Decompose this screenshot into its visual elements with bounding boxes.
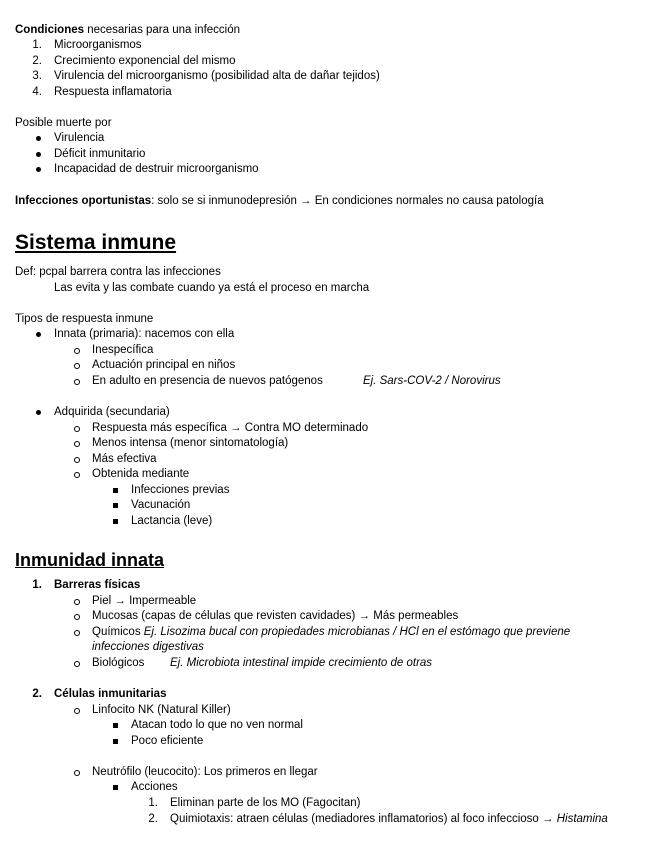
square-bullet-icon [113,503,118,508]
list-number: 1. [32,579,42,591]
circle-bullet-icon [74,661,80,667]
list-item: Vacunación [131,499,191,511]
list-item: Virulencia [54,132,105,144]
cells-title: Células inmunitarias [54,688,167,700]
list-item: Biológicos [92,657,145,669]
circle-bullet-icon [74,426,80,432]
list-item: Virulencia del microorganismo (posibilidad alta de dañar tejidos) [54,70,380,82]
barriers-title: Barreras físicas [54,579,141,591]
circle-bullet-icon [74,630,80,636]
circle-bullet-icon [74,457,80,463]
heading-innate-immunity: Inmunidad innata [15,550,165,570]
list-number: 1. [148,797,158,809]
square-bullet-icon [113,723,118,728]
circle-bullet-icon [74,708,80,714]
list-item: Lactancia (leve) [131,515,213,527]
bullet-icon [36,332,41,337]
square-bullet-icon [113,785,118,790]
square-bullet-icon [113,519,118,524]
circle-bullet-icon [74,441,80,447]
heading-immune-system: Sistema inmune [15,231,177,254]
opportunistic-line: Infecciones oportunistas: solo se si inmunodepresión → En condiciones normales no causa patología [15,195,544,207]
list-item: Poco eficiente [131,735,204,747]
list-item: Piel → Impermeable [92,595,197,607]
definition: Def: pcpal barrera contra las infecciones [15,266,221,278]
list-item: Mucosas (capas de células que revisten cavidades) → Más permeables [92,610,459,622]
list-item: Atacan todo lo que no ven normal [131,719,303,731]
list-item: Infecciones previas [131,484,230,496]
list-number: 4. [32,86,42,98]
bullet-icon [36,167,41,172]
circle-bullet-icon [74,599,80,605]
types-title: Tipos de respuesta inmune [15,313,154,325]
conditions-title: Condiciones necesarias para una infección [15,24,241,36]
list-item: Actuación principal en niños [92,359,236,371]
circle-bullet-icon [74,348,80,354]
list-number: 2. [32,688,42,700]
list-number: 2. [148,813,158,825]
list-item: Químicos Ej. Lisozima bucal con propiedades microbianas / HCl en el estómago que previene [92,626,571,638]
list-item: Incapacidad de destruir microorganismo [54,163,259,175]
square-bullet-icon [113,488,118,493]
bullet-icon [36,136,41,141]
list-item: Crecimiento exponencial del mismo [54,55,236,67]
circle-bullet-icon [74,379,80,385]
list-item: Acciones [131,781,178,793]
list-number: 2. [32,55,42,67]
list-item: Más efectiva [92,453,157,465]
list-item: Quimiotaxis: atraen células (mediadores inflamatorios) al foco infeccioso → Histamina [170,813,608,825]
circle-bullet-icon [74,770,80,776]
death-title: Posible muerte por [15,117,112,129]
square-bullet-icon [113,739,118,744]
list-item: En adulto en presencia de nuevos patógenos [92,375,323,387]
bullet-icon [36,410,41,415]
list-number: 3. [32,70,42,82]
list-item: Déficit inmunitario [54,148,146,160]
acquired-label: Adquirida (secundaria) [54,406,170,418]
list-number: 1. [32,39,42,51]
list-item: Respuesta inflamatoria [54,86,172,98]
list-item-continuation: infecciones digestivas [92,641,204,653]
circle-bullet-icon [74,363,80,369]
circle-bullet-icon [74,614,80,620]
circle-bullet-icon [74,472,80,478]
innate-example: Ej. Sars-COV-2 / Norovirus [363,375,501,387]
innate-label: Innata (primaria): nacemos con ella [54,328,235,340]
list-item: Menos intensa (menor sintomatología) [92,437,289,449]
biological-example: Ej. Microbiota intestinal impide crecimiento de otras [170,657,433,669]
list-item: Inespecífica [92,344,154,356]
list-item: Neutrófilo (leucocito): Los primeros en llegar [92,766,318,778]
list-item: Microorganismos [54,39,142,51]
definition-sub: Las evita y las combate cuando ya está el proceso en marcha [54,282,370,294]
list-item: Linfocito NK (Natural Killer) [92,704,231,716]
bullet-icon [36,152,41,157]
list-item: Eliminan parte de los MO (Fagocitan) [170,797,361,809]
list-item: Respuesta más específica → Contra MO determinado [92,422,369,434]
list-item: Obtenida mediante [92,468,190,480]
